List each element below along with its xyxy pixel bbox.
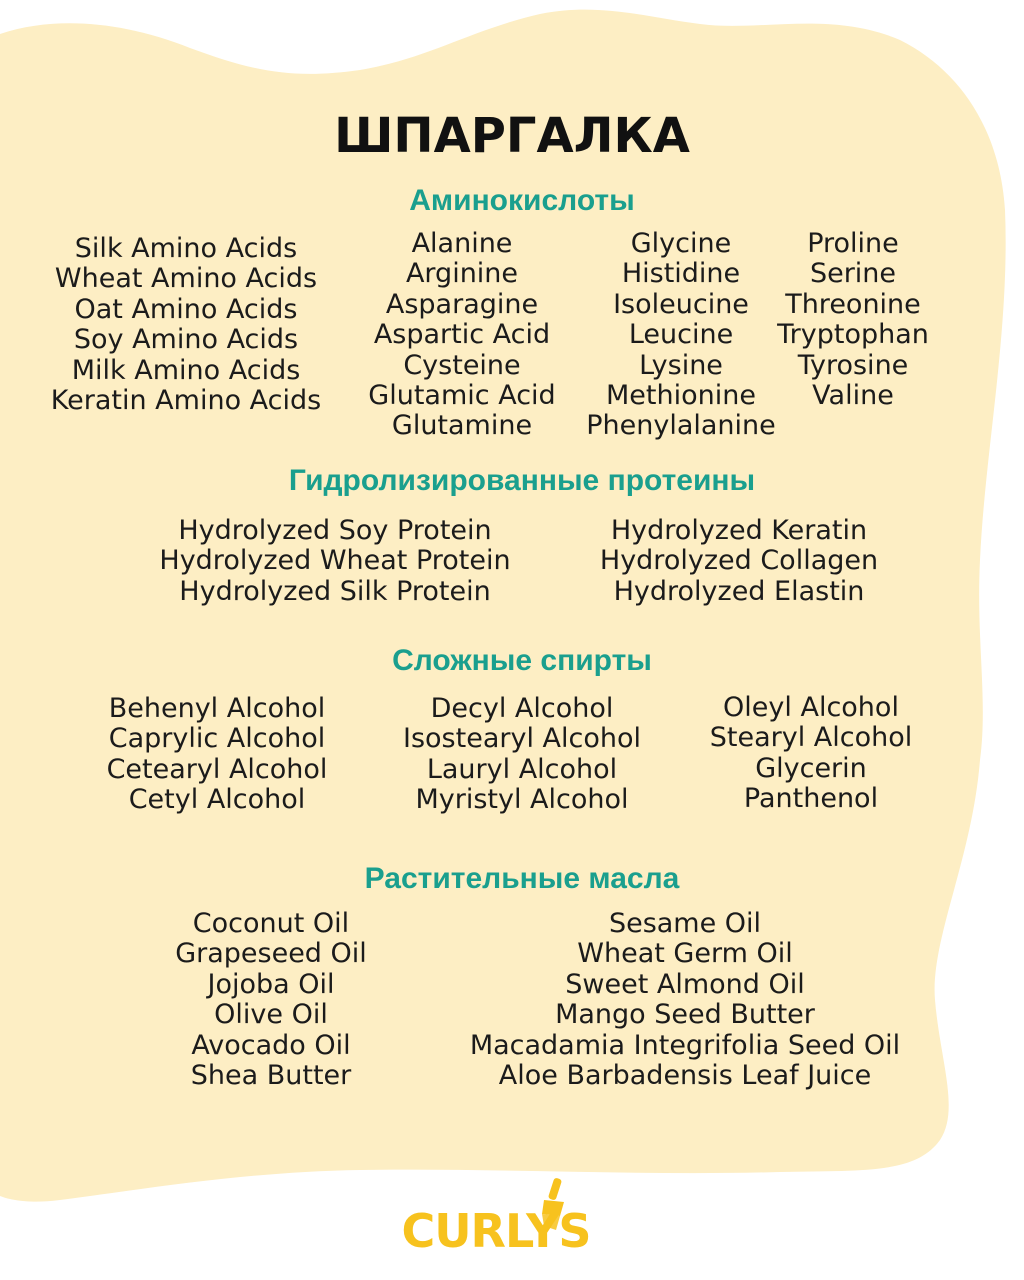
section-heading-plant-oils: Растительные масла [364, 862, 680, 895]
alcohols-list-column-1 [86, 694, 348, 816]
list-item: Glycine [630, 228, 732, 259]
list-item: Sesame Oil [608, 908, 762, 939]
amino-list-column-2 [356, 229, 568, 442]
list-item: Methionine [606, 380, 756, 412]
list-item: Glutamic Acid [368, 380, 556, 412]
section-heading-complex-alcohols: Сложные спирты [392, 644, 652, 677]
list-item: Phenylalanine [586, 410, 776, 442]
list-item: Hydrolyzed Silk Protein [179, 575, 491, 607]
oils-list-column-2 [450, 909, 920, 1091]
list-item: Tyrosine [797, 349, 909, 381]
list-item: Grapeseed Oil [175, 938, 367, 970]
list-item: Cysteine [403, 349, 521, 381]
list-item: Myristyl Alcohol [415, 784, 629, 816]
amino-list-column-3 [576, 229, 786, 442]
list-item: Valine [812, 380, 894, 412]
amino-list-column-4 [768, 229, 938, 411]
list-item: Hydrolyzed Elastin [613, 575, 865, 607]
list-item: Sweet Almond Oil [565, 968, 805, 1000]
list-item: Aloe Barbadensis Leaf Juice [498, 1060, 872, 1092]
alcohols-list-column-3 [694, 693, 928, 815]
list-item: Stearyl Alcohol [709, 722, 913, 754]
brand-logo-text: CURLYS [401, 1204, 591, 1258]
list-item: Tryptophan [777, 319, 929, 351]
list-item: Shea Butter [190, 1060, 352, 1092]
list-item: Silk Amino Acids [74, 233, 298, 264]
list-item: Olive Oil [214, 999, 328, 1031]
list-item: Hydrolyzed Keratin [610, 515, 868, 546]
list-item: Coconut Oil [192, 908, 350, 939]
list-item: Lysine [639, 349, 723, 381]
list-item: Isoleucine [613, 288, 749, 320]
list-item: Hydrolyzed Collagen [599, 545, 879, 577]
list-item: Glutamine [391, 410, 533, 442]
amino-list-column-1 [36, 234, 336, 416]
section-heading-hydrolyzed-proteins: Гидролизированные протеины [288, 464, 756, 497]
alcohols-list-column-2 [386, 694, 658, 816]
proteins-list-column-1 [140, 516, 530, 607]
list-item: Keratin Amino Acids [50, 385, 322, 417]
list-item: Asparagine [385, 288, 539, 320]
brand-logo[interactable] [384, 1176, 608, 1272]
list-item: Avocado Oil [191, 1029, 351, 1061]
list-item: Threonine [785, 288, 921, 320]
list-item: Histidine [621, 258, 741, 290]
list-item: Wheat Germ Oil [577, 938, 793, 970]
list-item: Oleyl Alcohol [723, 692, 899, 723]
proteins-list-column-2 [584, 516, 894, 607]
page-title: ШПАРГАЛКА [334, 108, 690, 164]
list-item: Arginine [405, 258, 519, 290]
list-item: Leucine [628, 319, 734, 351]
oils-list-column-1 [156, 909, 386, 1091]
list-item: Soy Amino Acids [73, 324, 299, 356]
list-item: Lauryl Alcohol [426, 753, 618, 785]
list-item: Hydrolyzed Wheat Protein [159, 545, 511, 577]
list-item: Serine [809, 258, 897, 290]
list-item: Jojoba Oil [207, 968, 335, 1000]
list-item: Oat Amino Acids [74, 293, 298, 325]
list-item: Cetyl Alcohol [128, 784, 306, 816]
list-item: Behenyl Alcohol [108, 693, 326, 724]
list-item: Mango Seed Butter [555, 999, 815, 1031]
list-item: Panthenol [743, 783, 879, 815]
list-item: Aspartic Acid [373, 319, 551, 351]
list-item: Cetearyl Alcohol [106, 753, 328, 785]
section-heading-amino-acids: Аминокислоты [409, 184, 635, 217]
list-item: Proline [807, 228, 899, 259]
list-item: Wheat Amino Acids [54, 263, 318, 295]
list-item: Alanine [411, 228, 513, 259]
list-item: Hydrolyzed Soy Protein [178, 515, 492, 546]
list-item: Glycerin [755, 752, 867, 784]
list-item: Milk Amino Acids [71, 354, 301, 386]
list-item: Caprylic Alcohol [108, 723, 326, 755]
list-item: Decyl Alcohol [430, 693, 614, 724]
list-item: Macadamia Integrifolia Seed Oil [469, 1029, 901, 1061]
list-item: Isostearyl Alcohol [403, 723, 641, 755]
